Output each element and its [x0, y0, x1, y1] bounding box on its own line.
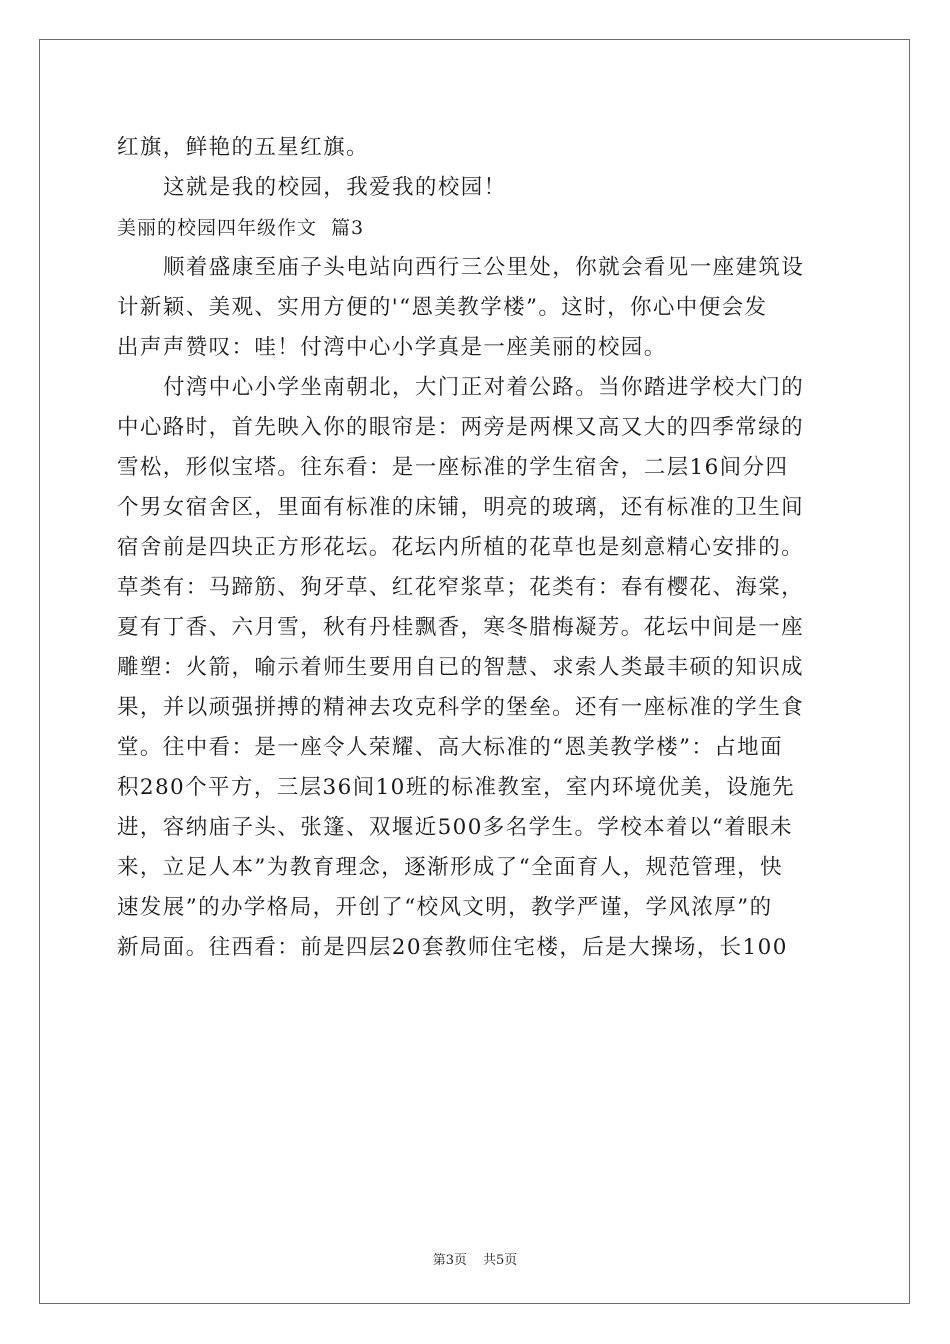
text-line: 出声声赞叹：哇！付湾中心小学真是一座美丽的校园。	[117, 335, 667, 360]
text-line: 计新颖、美观、实用方便的'“恩美教学楼”。这时，你心中便会发	[117, 295, 768, 320]
text-line: 来，立足人本”为教育理念，逐渐形成了“全面育人，规范管理，快	[117, 855, 783, 880]
text-line: 草类有：马蹄筋、狗牙草、红花窄浆草；花类有：春有樱花、海棠，	[117, 575, 805, 600]
heading-section-number: 篇3	[331, 217, 365, 239]
page-footer	[0, 1249, 950, 1268]
heading-title: 美丽的校园四年级作文	[117, 217, 318, 239]
text-line: 红旗，鲜艳的五星红旗。	[117, 135, 369, 160]
text-line: 宿舍前是四块正方形花坛。花坛内所植的花草也是刻意精心安排的。	[117, 535, 805, 560]
text-line: 这就是我的校园，我爱我的校园！	[163, 175, 507, 200]
text-line: 雕塑：火箭，喻示着师生要用自已的智慧、求索人类最丰硕的知识成	[117, 655, 805, 680]
text-line: 雪松，形似宝塔。往东看：是一座标准的学生宿舍，二层16间分四	[117, 455, 789, 480]
text-line: 个男女宿舍区，里面有标准的床铺，明亮的玻璃，还有标准的卫生间	[117, 495, 805, 520]
text-line: 速发展”的办学格局，开创了“校风文明，教学严谨，学风浓厚”的	[117, 895, 773, 920]
text-line: 进，容纳庙子头、张篷、双堰近500多名学生。学校本着以“着眼未	[117, 815, 793, 840]
page-total: 共5页	[483, 1253, 518, 1268]
document-body	[117, 128, 837, 968]
text-line: 中心路时，首先映入你的眼帘是：两旁是两棵又高又大的四季常绿的	[117, 415, 805, 440]
text-line: 新局面。往西看：前是四层20套教师住宅楼，后是大操场，长100	[117, 935, 788, 960]
text-line: 付湾中心小学坐南朝北，大门正对着公路。当你踏进学校大门的	[163, 375, 805, 400]
text-line: 夏有丁香、六月雪，秋有丹桂飘香，寒冬腊梅凝芳。花坛中间是一座	[117, 615, 805, 640]
text-line: 积280个平方，三层36间10班的标准教室，室内环境优美，设施先	[117, 775, 796, 800]
page-number: 第3页	[432, 1253, 467, 1268]
text-line: 顺着盛康至庙子头电站向西行三公里处，你就会看见一座建筑设	[163, 255, 805, 280]
text-line: 堂。往中看：是一座令人荣耀、高大标准的“恩美教学楼”：占地面	[117, 735, 783, 760]
text-line: 果，并以顽强拼搏的精神去攻克科学的堡垒。还有一座标准的学生食	[117, 695, 805, 720]
section-heading	[117, 208, 837, 248]
